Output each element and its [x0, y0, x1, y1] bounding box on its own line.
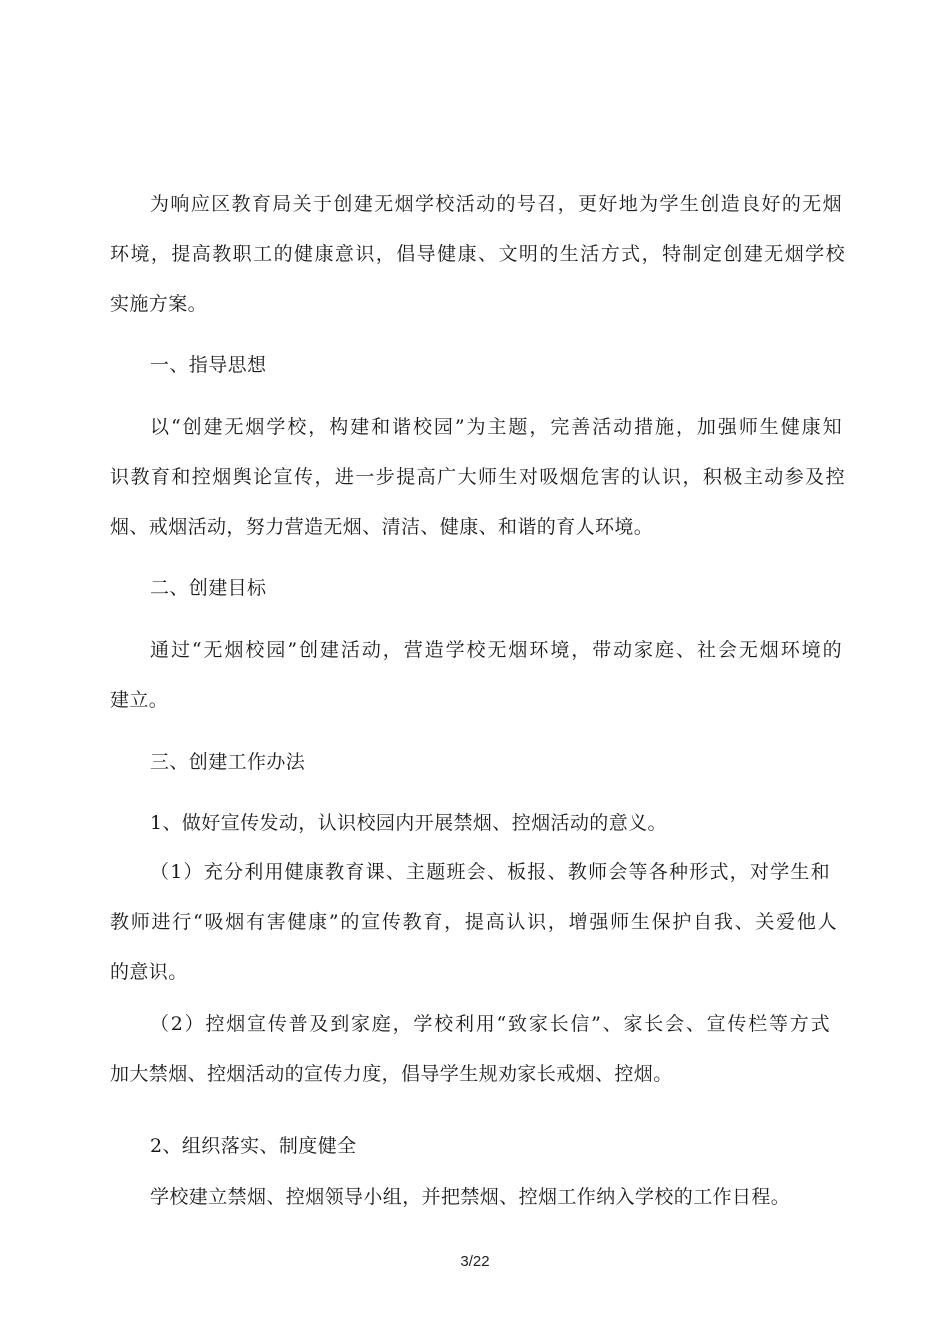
section-heading-guiding-ideology: 一、指导思想 [150, 354, 267, 376]
section-heading-methods: 三、创建工作办法 [150, 751, 306, 773]
guiding-line-3: 烟、戒烟活动，努力营造无烟、清洁、健康、和谐的育人环境。 [110, 516, 654, 538]
intro-line-2: 环境，提高教职工的健康意识，倡导健康、文明的生活方式，特制定创建无烟学校 [110, 243, 845, 265]
method-1-1-line-2: 教师进行“吸烟有害健康”的宣传教育，提高认识，增强师生保护自我、关爱他人 [110, 911, 837, 933]
guiding-line-2: 识教育和控烟舆论宣传，进一步提高广大师生对吸烟危害的认识，积极主动参及控 [110, 466, 845, 488]
method-1-title: 1、做好宣传发动，认识校园内开展禁烟、控烟活动的意义。 [150, 812, 667, 834]
goals-line-1: 通过“无烟校园”创建活动，营造学校无烟环境，带动家庭、社会无烟环境的 [150, 639, 842, 661]
method-2-title: 2、组织落实、制度健全 [150, 1135, 357, 1157]
intro-line-1: 为响应区教育局关于创建无烟学校活动的号召，更好地为学生创造良好的无烟 [150, 193, 842, 215]
intro-line-3: 实施方案。 [110, 293, 208, 315]
goals-line-2: 建立。 [110, 689, 169, 711]
method-1-1-line-1: （1）充分利用健康教育课、主题班会、板报、教师会等各种形式，对学生和 [150, 861, 830, 883]
method-1-1-line-3: 的意识。 [110, 961, 188, 983]
method-1-2-line-1: （2）控烟宣传普及到家庭，学校利用“致家长信”、家长会、宣传栏等方式 [150, 1013, 830, 1035]
method-1-2-line-2: 加大禁烟、控烟活动的宣传力度，倡导学生规劝家长戒烟、控烟。 [110, 1063, 673, 1085]
page-number: 3/22 [460, 1253, 490, 1270]
method-2-body-line-1: 学校建立禁烟、控烟领导小组，并把禁烟、控烟工作纳入学校的工作日程。 [150, 1186, 791, 1208]
section-heading-goals: 二、创建目标 [150, 577, 267, 599]
guiding-line-1: 以“创建无烟学校，构建和谐校园”为主题，完善活动措施，加强师生健康知 [150, 416, 842, 438]
